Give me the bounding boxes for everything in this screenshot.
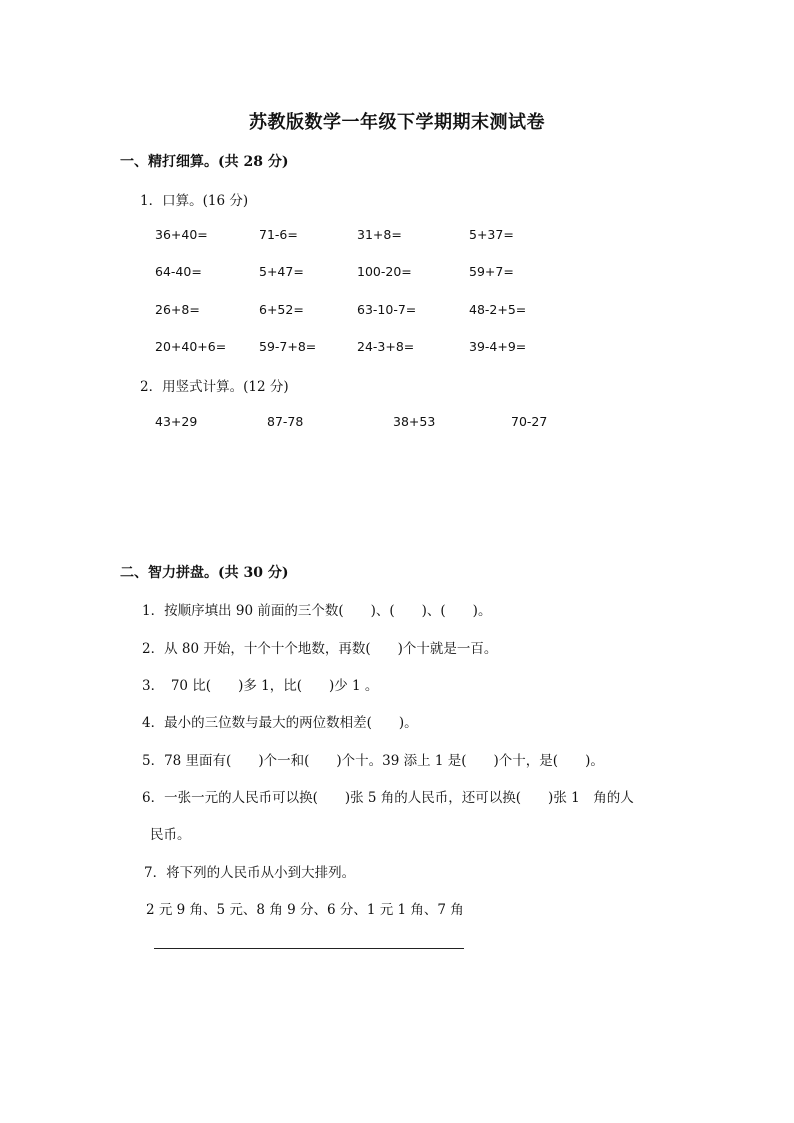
calc-item: 24-3+8=	[357, 339, 415, 354]
fill-question-4: 4．最小的三位数与最大的两位数相差( )。	[142, 715, 418, 731]
calc-item: 64-40=	[155, 264, 202, 279]
vertical-calc-item: 87-78	[267, 414, 304, 429]
calc-item: 59+7=	[469, 264, 514, 279]
calc-item: 5+47=	[259, 264, 304, 279]
fill-question-2: 2．从 80 开始，十个十个地数，再数( )个十就是一百。	[142, 641, 498, 657]
calc-item: 71-6=	[259, 227, 298, 242]
question-oral-calc-label: 1．口算。(16 分)	[140, 193, 249, 209]
calc-item: 59-7+8=	[259, 339, 317, 354]
calc-item: 48-2+5=	[469, 302, 527, 317]
calc-item: 100-20=	[357, 264, 412, 279]
calc-item: 5+37=	[469, 227, 514, 242]
calc-item: 26+8=	[155, 302, 200, 317]
page-title: 苏教版数学一年级下学期期末测试卷	[249, 112, 545, 133]
vertical-calc-item: 38+53	[393, 414, 436, 429]
fill-question-3: 3． 70 比( )多 1，比( )少 1 。	[142, 678, 379, 694]
calc-item: 20+40+6=	[155, 339, 227, 354]
vertical-calc-item: 70-27	[511, 414, 548, 429]
calc-item: 63-10-7=	[357, 302, 417, 317]
calc-item: 31+8=	[357, 227, 402, 242]
section-heading-1: 一、精打细算。(共 28 分)	[120, 154, 289, 170]
calc-item: 6+52=	[259, 302, 304, 317]
calc-item: 36+40=	[155, 227, 208, 242]
fill-question-1: 1．按顺序填出 90 前面的三个数( )、( )、( )。	[142, 603, 492, 619]
fill-question-6: 6．一张一元的人民币可以换( )张 5 角的人民币，还可以换( )张 1 角的人	[142, 790, 634, 806]
fill-question-6-continued: 民币。	[150, 827, 191, 843]
fill-question-5: 5．78 里面有( )个一和( )个十。39 添上 1 是( )个十，是( )。	[142, 753, 604, 769]
answer-line	[154, 948, 464, 949]
calc-item: 39-4+9=	[469, 339, 527, 354]
question-vertical-calc-label: 2．用竖式计算。(12 分)	[140, 379, 289, 395]
fill-question-7: 7．将下列的人民币从小到大排列。	[144, 865, 356, 881]
vertical-calc-item: 43+29	[155, 414, 198, 429]
section-heading-2: 二、智力拼盘。(共 30 分)	[120, 565, 289, 581]
money-list: 2 元 9 角、5 元、8 角 9 分、6 分、1 元 1 角、7 角	[146, 902, 464, 918]
